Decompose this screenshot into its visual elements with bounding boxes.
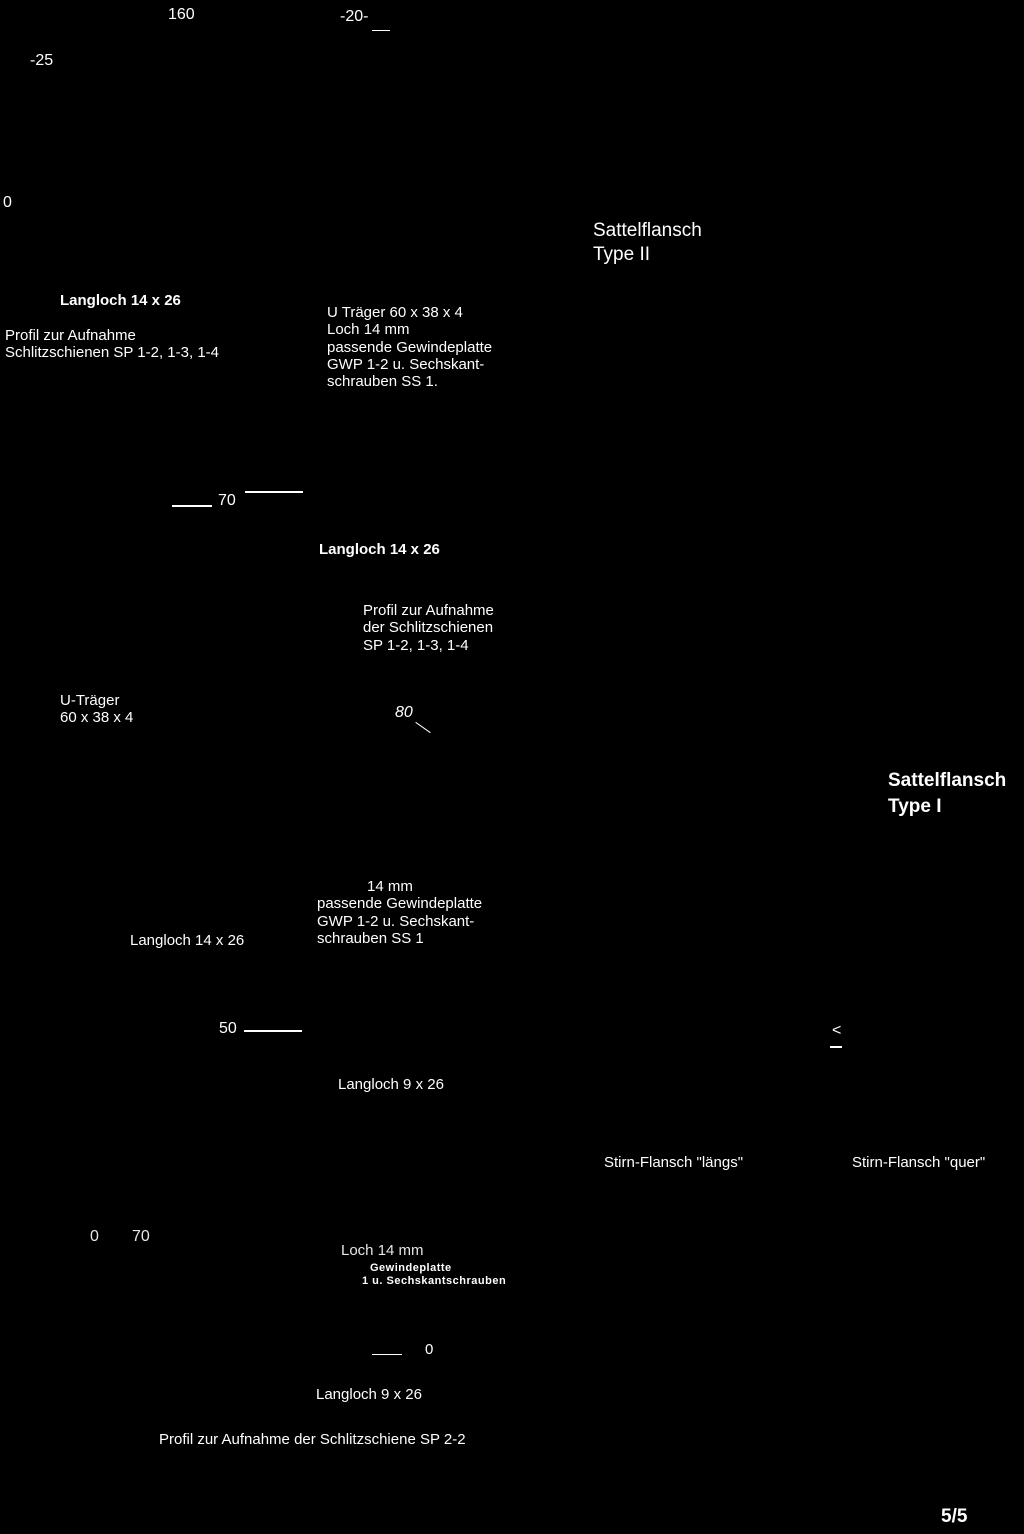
dimension-line-50 bbox=[244, 1030, 302, 1032]
page-number: 5/5 bbox=[941, 1506, 968, 1527]
dimension-0-bottom: 0 bbox=[90, 1228, 99, 1245]
slot-label-c: Langloch 14 x 26 bbox=[130, 932, 245, 949]
sattelflansch-type1-type: Type I bbox=[888, 796, 942, 817]
stirn-flansch-quer-label: Stirn-Flansch "quer" bbox=[852, 1154, 986, 1171]
beam-note-b-line2: 60 x 38 x 4 bbox=[60, 709, 134, 727]
hole-note-c-line1: 14 mm bbox=[367, 878, 413, 895]
profile-note-b bbox=[363, 602, 494, 654]
sattelflansch-type2-title: Sattelflansch bbox=[593, 220, 702, 241]
slot-label-b: Langloch 14 x 26 bbox=[319, 541, 440, 558]
dimension-20: -20- bbox=[340, 8, 369, 25]
hole-note-c-line2: passende Gewindeplatte bbox=[317, 895, 483, 913]
dimension-80: 80 bbox=[395, 704, 413, 721]
slot-label-a: Langloch 14 x 26 bbox=[60, 292, 181, 309]
beam-note-a-line5: schrauben SS 1. bbox=[327, 373, 438, 390]
beam-note-b-line1: U-Träger bbox=[60, 692, 120, 709]
sattelflansch-type1-title: Sattelflansch bbox=[888, 770, 1007, 791]
dimension-marker-lt: < bbox=[832, 1022, 842, 1039]
sattelflansch-type2-type: Type II bbox=[593, 244, 651, 265]
beam-note-a bbox=[327, 304, 492, 390]
dimension-50: 50 bbox=[219, 1020, 237, 1037]
profile-note-b-line1: Profil zur Aufnahme bbox=[363, 602, 494, 619]
dimension-line bbox=[372, 30, 390, 31]
profile-note-a-line1: Profil zur Aufnahme bbox=[5, 327, 136, 344]
slot-label-d: Langloch 9 x 26 bbox=[338, 1076, 444, 1093]
dimension-0-small: 0 bbox=[425, 1341, 434, 1358]
dimension-line-bottom bbox=[372, 1354, 402, 1355]
beam-note-a-line2: Loch 14 mm bbox=[327, 321, 410, 339]
hole-note-d-line2: Gewindeplatte bbox=[370, 1262, 452, 1274]
dimension-70-bottom: 70 bbox=[132, 1228, 150, 1245]
beam-note-a-line4: GWP 1-2 u. Sechskant- bbox=[327, 355, 485, 373]
stirn-flansch-laengs-label: Stirn-Flansch "längs" bbox=[604, 1154, 744, 1171]
profile-note-a bbox=[5, 327, 219, 362]
profile-note-b-line2: der Schlitzschienen bbox=[363, 619, 494, 637]
dimension-line-left bbox=[172, 505, 212, 507]
profile-note-b-line3: SP 1-2, 1-3, 1-4 bbox=[363, 636, 469, 654]
hole-note-d-line3: 1 u. Sechskantschrauben bbox=[362, 1275, 507, 1287]
dimension-0: 0 bbox=[3, 194, 12, 211]
beam-note-a-line1: U Träger 60 x 38 x 4 bbox=[327, 304, 463, 321]
hole-note-c bbox=[317, 878, 482, 947]
beam-note-b bbox=[60, 692, 133, 727]
beam-note-a-line3: passende Gewindeplatte bbox=[327, 338, 493, 356]
dimension-25: -25 bbox=[30, 52, 54, 69]
profile-note-a-line2: Schlitzschienen SP 1-2, 1-3, 1-4 bbox=[5, 344, 220, 362]
dimension-70: 70 bbox=[218, 492, 236, 509]
dimension-160: 160 bbox=[168, 6, 195, 23]
slot-label-d2: Langloch 9 x 26 bbox=[316, 1386, 422, 1403]
profile-note-d: Profil zur Aufnahme der Schlitzschiene SP 2-2 bbox=[159, 1431, 466, 1448]
dimension-line-right bbox=[245, 491, 303, 493]
hole-note-d-line1: Loch 14 mm bbox=[341, 1242, 424, 1259]
dimension-leader bbox=[415, 722, 430, 733]
hole-note-c-line3: GWP 1-2 u. Sechskant- bbox=[317, 912, 475, 930]
hole-note-c-line4: schrauben SS 1 bbox=[317, 929, 424, 947]
dimension-marker-bar bbox=[830, 1046, 842, 1048]
